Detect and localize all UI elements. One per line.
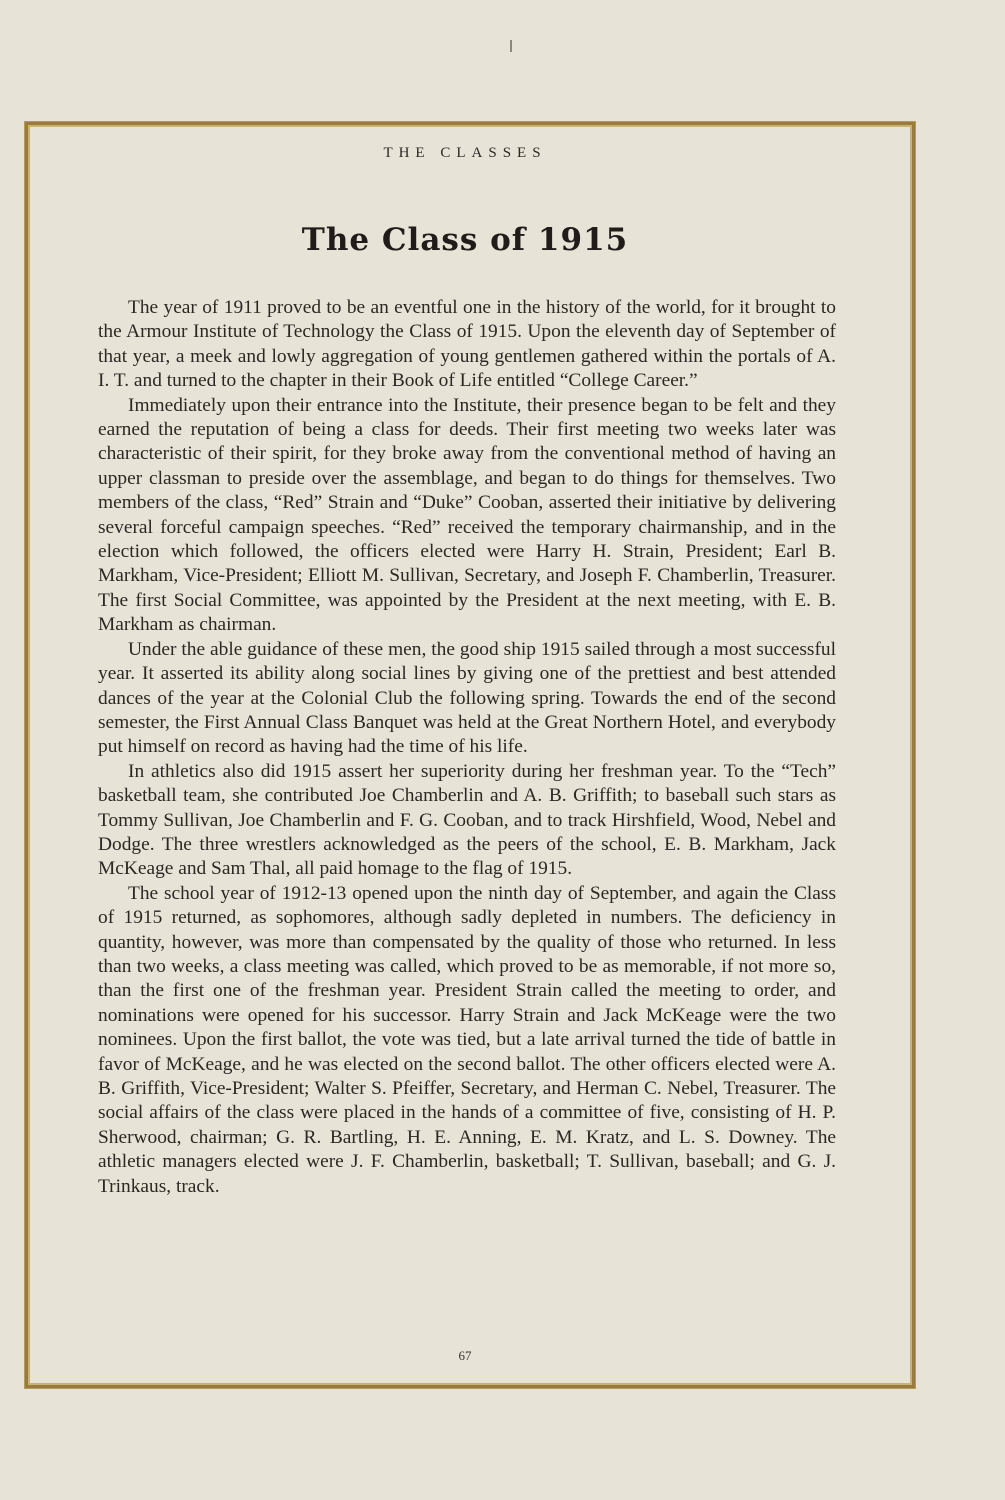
article-title: The Class of 1915 (301, 222, 629, 258)
article-body (98, 296, 836, 1199)
paragraph: Immediately upon their entrance into the Institute, their presence began to be felt and they earned the reputation of being a class for deeds. Their first meeting two weeks later was characteristic of their spirit, for they broke away from the conventional method of having an upper classman to preside over the assemblage, and began to do things for themselves. Two members of the class, “Red” Strain and “Duke” Cooban, asserted their initiative by delivering several forceful campaign speeches. “Red” received the temporary chairmanship, and in the election which followed, the officers elected were Harry H. Strain, President; Earl B. Markham, Vice-President; Elliott M. Sullivan, Secretary, and Joseph F. Chamberlin, Treasurer. The first Social Committee, was appointed by the President at the next meeting, with E. B. Markham as chairman. (98, 394, 836, 636)
print-mark (510, 40, 512, 52)
paragraph: In athletics also did 1915 assert her superiority during her freshman year. To the “Tech” basketball team, she contributed Joe Chamberlin and A. B. Griffith; to baseball such stars as Tommy Sullivan, Joe Chamberlin and F. G. Cooban, and to track Hirshfield, Wood, Nebel and Dodge. The three wrestlers acknowledged as the peers of the school, E. B. Markham, Jack McKeage and Sam Thal, all paid homage to the flag of 1915. (98, 760, 836, 880)
page-number: 67 (458, 1348, 472, 1363)
running-header: THE CLASSES (383, 145, 547, 161)
paragraph: The school year of 1912-13 opened upon the ninth day of September, and again the Class of 1915 returned, as sophomores, although sadly depleted in numbers. The deficiency in quantity, however, was more than compensated by the quality of those who returned. In less than two weeks, a class meeting was called, which proved to be as memorable, if not more so, than the first one of the freshman year. President Strain called the meeting to order, and nominations were opened for his successor. Harry Strain and Jack McKeage were the two nominees. Upon the first ballot, the vote was tied, but a late arrival turned the tide of battle in favor of McKeage, and he was elected on the second ballot. The other officers elected were A. B. Griffith, Vice-President; Walter S. Pfeiffer, Secretary, and Herman C. Nebel, Treasurer. The social affairs of the class were placed in the hands of a committee of five, consisting of H. P. Sherwood, chairman; G. R. Bartling, H. E. Anning, E. M. Kratz, and L. S. Downey. The athletic managers elected were J. F. Chamberlin, basketball; T. Sullivan, baseball; and G. J. Trinkaus, track. (98, 882, 836, 1197)
paragraph: Under the able guidance of these men, the good ship 1915 sailed through a most successful year. It asserted its ability along social lines by giving one of the prettiest and best attended dances of the year at the Colonial Club the following spring. Towards the end of the second semester, the First Annual Class Banquet was held at the Great Northern Hotel, and everybody put himself on record as having had the time of his life. (98, 638, 836, 758)
paragraph: The year of 1911 proved to be an eventful one in the history of the world, for it brought to the Armour Institute of Technology the Class of 1915. Upon the eleventh day of September of that year, a meek and lowly aggregation of young gentlemen gathered within the portals of A. I. T. and turned to the chapter in their Book of Life entitled “College Career.” (98, 297, 836, 392)
